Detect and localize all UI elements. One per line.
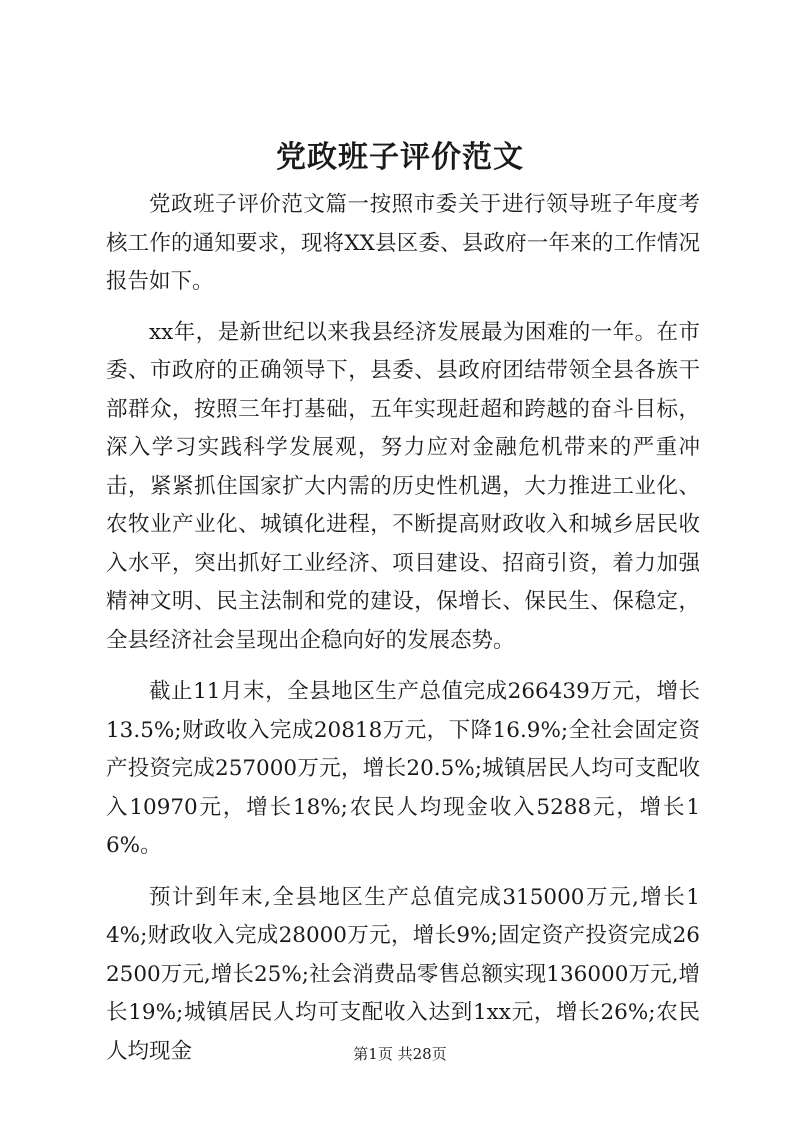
paragraph-november-stats: 截止11月末，全县地区生产总值完成266439万元，增长13.5%;财政收入完成20818万元，下降16.9%;全社会固定资产投资完成257000万元，增长20.5%;城镇居民人均可支配收入10970元，增长18%;农民人均现金收入5288元，增长16%。 [106, 679, 700, 858]
document-body [106, 186, 700, 1071]
paragraph-intro: 党政班子评价范文篇一按照市委关于进行领导班子年度考核工作的通知要求，现将XX县区委、县政府一年来的工作情况报告如下。 [106, 192, 700, 294]
paragraph-year-end-forecast: 预计到年末,全县地区生产总值完成315000万元,增长14%;财政收入完成28000万元，增长9%;固定资产投资完成262500万元,增长25%;社会消费品零售总额实现136000万元,增长19%;城镇居民人均可支配收入达到1xx元，增长26%;农民人均现金 [106, 884, 700, 1064]
paragraph-overview: xx年，是新世纪以来我县经济发展最为困难的一年。在市委、市政府的正确领导下，县委、县政府团结带领全县各族干部群众，按照三年打基础，五年实现赶超和跨越的奋斗目标，深入学习实践科学发展观，努力应对金融危机带来的严重冲击，紧紧抓住国家扩大内需的历史性机遇，大力推进工业化、农牧业产业化、城镇化进程，不断提高财政收入和城乡居民收入水平，突出抓好工业经济、项目建设、招商引资，着力加强精神文明、民主法制和党的建设，保增长、保民生、保稳定，全县经济社会呈现出企稳向好的发展态势。 [106, 319, 700, 653]
page-number-footer: 第1页 共28页 [353, 1045, 447, 1063]
document-title: 党政班子评价范文 [276, 140, 524, 175]
